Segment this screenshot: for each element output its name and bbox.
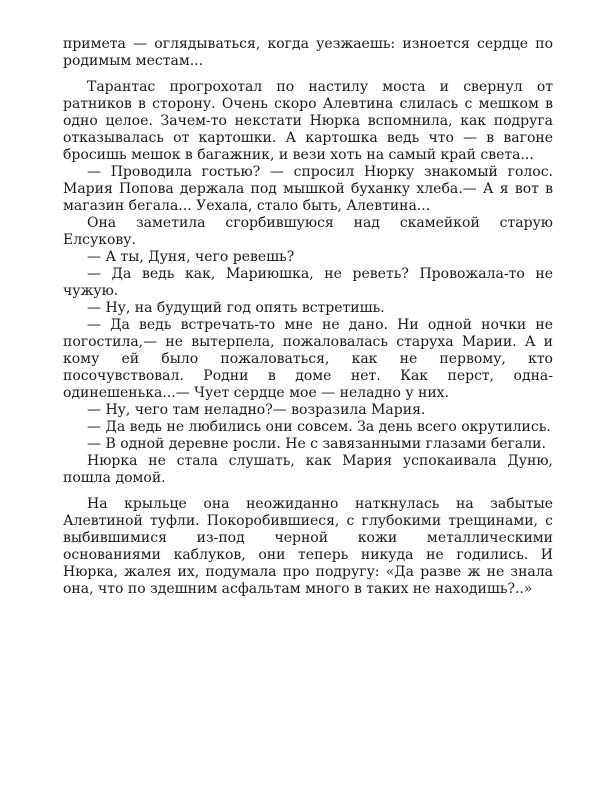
paragraph-11: — В одной деревне росли. Не с завязанными глазами бегали. xyxy=(87,436,546,452)
paragraph-6: — Да ведь как, Мариюшка, не реветь? Провожала-то не чужую. xyxy=(63,266,553,299)
paragraph-12: Нюрка не стала слушать, как Мария успокаивала Дуню, пошла домой. xyxy=(63,453,553,486)
paragraph-13: На крыльце она неожиданно наткнулась на забытые Алевтиной туфли. Покоробившиеся, с глубокими трещинами, с выбившимися из-под черной кожи металлическими основаниями каблуков, они теперь никуда не годились. И Нюрка, жалея их, подумала про подругу: «Да разве ж не знала она, что по здешним асфальтам много в таких не находишь?..» xyxy=(63,496,553,597)
paragraph-1: примета — оглядываться, когда уезжаешь: изноется сердце по родимым местам... xyxy=(63,36,553,69)
paragraph-10: — Да ведь не любились они совсем. За день всего окрутились. xyxy=(87,419,551,435)
paragraph-9: — Ну, чего там неладно?— возразила Мария. xyxy=(87,402,426,418)
paragraph-8: — Да ведь встречать-то мне не дано. Ни одной ночки не погостила,— не вытерпела, пожаловалась старуха Марии. А и кому ей было пожаловаться, как не первому, кто посочувствовал. Родни в доме нет. Как перст, одна-одинешенька...— Чует сердце мое — неладно у них. xyxy=(63,317,553,401)
paragraph-2: Тарантас прогрохотал по настилу моста и свернул от ратников в сторону. Очень скоро Алевтина слилась с мешком в одно целое. Зачем-то некстати Нюрка вспомнила, как подруга отказывалась от картошки. А картошка ведь что — в вагоне бросишь мешок в багажник, и вези хоть на самый край света... xyxy=(63,79,553,163)
paragraph-5: — А ты, Дуня, чего ревешь? xyxy=(87,249,295,265)
paragraph-3: — Проводила гостью? — спросил Нюрку знакомый голос. Мария Попова держала под мышкой буханку хлеба.— А я вот в магазин бегала... Уехала, стало быть, Алевтина... xyxy=(63,164,553,214)
paragraph-7: — Ну, на будущий год опять встретишь. xyxy=(87,300,385,316)
book-page xyxy=(63,36,553,598)
paragraph-4: Она заметила сгорбившуюся над скамейкой старую Елсукову. xyxy=(63,215,553,248)
